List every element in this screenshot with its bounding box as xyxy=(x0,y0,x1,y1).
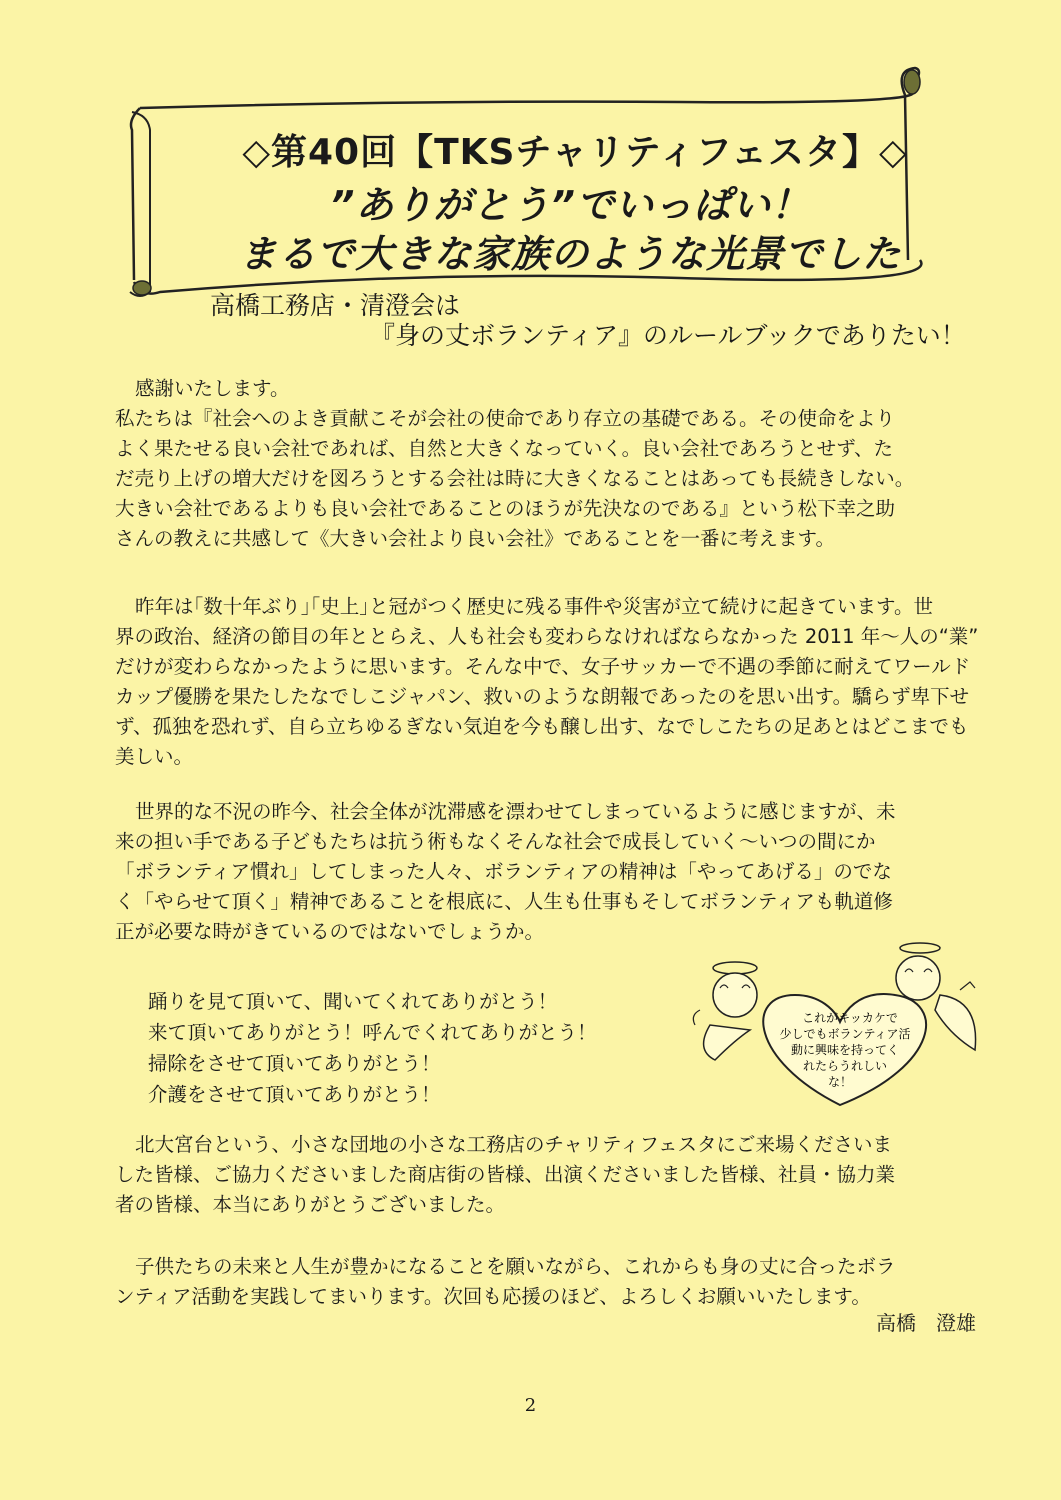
thanks-item: 掃除をさせて頂いてありがとう！ xyxy=(148,1052,441,1075)
page-number: 2 xyxy=(524,1395,537,1416)
text-line: 私たちは『社会へのよき貢献こそが会社の使命であり存立の基礎である。その使命をより xyxy=(115,407,896,430)
text-line: さんの教えに共感して《大きい会社より良い会社》であることを一番に考えます。 xyxy=(115,527,835,550)
heart-text-line: これがキッカケで xyxy=(802,1011,898,1025)
thanks-item: 介護をさせて頂いてありがとう！ xyxy=(148,1083,441,1106)
thanks-list xyxy=(148,986,597,1110)
banner-headline-2: まるで大きな家族のような光景でした xyxy=(238,232,902,276)
heart-text-line: れたらうれしい xyxy=(802,1059,888,1073)
text-line: 大きい会社であるよりも良い会社であることのほうが先決なのである』という松下幸之助 xyxy=(115,497,896,520)
subtitle-line-1: 高橋工務店・清澄会は xyxy=(210,291,461,320)
text-line: 昨年は｢数十年ぶり｣｢史上｣と冠がつく歴史に残る事件や災害が立て続けに起きています。世 xyxy=(135,595,933,618)
paragraph-2 xyxy=(115,592,981,772)
text-line: 世界的な不況の昨今、社会全体が沈滞感を漂わせてしまっているように感じますが、未 xyxy=(135,800,896,823)
heart-text-line: な！ xyxy=(827,1075,853,1089)
text-line: ず、孤独を恐れず、自ら立ちゆるぎない気迫を今も醸し出す、なでしこたちの足あとはどこまでも xyxy=(115,715,969,738)
paragraph-1 xyxy=(115,374,981,554)
text-line: 「ボランティア慣れ」してしまった人々、ボランティアの精神は「やってあげる」のでな xyxy=(115,860,892,883)
heart-text-line: 動に興味を持ってく xyxy=(790,1043,900,1057)
text-line: した皆様、ご協力くださいました商店街の皆様、出演くださいました皆様、社員・協力業 xyxy=(115,1163,896,1186)
signature: 高橋 澄雄 xyxy=(876,1311,976,1335)
text-line: 来の担い手である子どもたちは抗う術もなくそんな社会で成長していく～いつの間にか xyxy=(115,830,876,853)
paragraph-4 xyxy=(115,1130,981,1220)
text-line: だ売り上げの増大だけを図ろうとする会社は時に大きくなることはあっても長続きしない。 xyxy=(115,467,915,490)
text-line: 者の皆様、本当にありがとうございました。 xyxy=(115,1193,506,1216)
heart-text-line: 少しでもボランティア活 xyxy=(779,1027,911,1041)
thanks-item: 来て頂いてありがとう！呼んでくれてありがとう！ xyxy=(148,1021,597,1044)
paragraph-3 xyxy=(115,797,981,947)
text-line: 界の政治、経済の節目の年ととらえ、人も社会も変わらなければならなかった 2011 年～人の“業” xyxy=(115,625,979,648)
scroll-banner xyxy=(120,60,940,300)
thanks-item: 踊りを見て頂いて、聞いてくれてありがとう！ xyxy=(148,990,558,1013)
text-line: ンティア活動を実践してまいります。次回も応援のほど、よろしくお願いいたします。 xyxy=(115,1285,871,1308)
angels-heart-illustration xyxy=(690,940,990,1110)
angels-heart-icon xyxy=(690,940,990,1110)
text-line: 正が必要な時がきているのではないでしょうか。 xyxy=(115,920,545,943)
paragraph-5 xyxy=(115,1252,981,1312)
banner-headline-1: ”ありがとう”でいっぱい！ xyxy=(330,183,810,227)
text-line: 感謝いたします。 xyxy=(135,377,290,400)
text-line: だけが変わらなかったように思います。そんな中で、女子サッカーで不遇の季節に耐えてワールド xyxy=(115,655,971,678)
banner-title: ◇第40回【TKSチャリティフェスタ】◇ xyxy=(242,132,908,173)
subtitle-line-2: 『身の丈ボランティア』のルールブックでありたい！ xyxy=(370,321,966,350)
text-line: カップ優勝を果たしたなでしこジャパン、救いのような朗報であったのを思い出す。驕らず卑下せ xyxy=(115,685,970,708)
text-line: 北大宮台という、小さな団地の小さな工務店のチャリティフェスタにご来場くださいま xyxy=(135,1133,892,1156)
text-line: 子供たちの未来と人生が豊かになることを願いながら、これからも身の丈に合ったボラ xyxy=(135,1255,896,1278)
text-line: 美しい。 xyxy=(115,745,194,768)
text-line: よく果たせる良い会社であれば、自然と大きくなっていく。良い会社であろうとせず、た xyxy=(115,437,894,460)
text-line: く「やらせて頂く」精神であることを根底に、人生も仕事もそしてボランティアも軌道修 xyxy=(115,890,893,913)
